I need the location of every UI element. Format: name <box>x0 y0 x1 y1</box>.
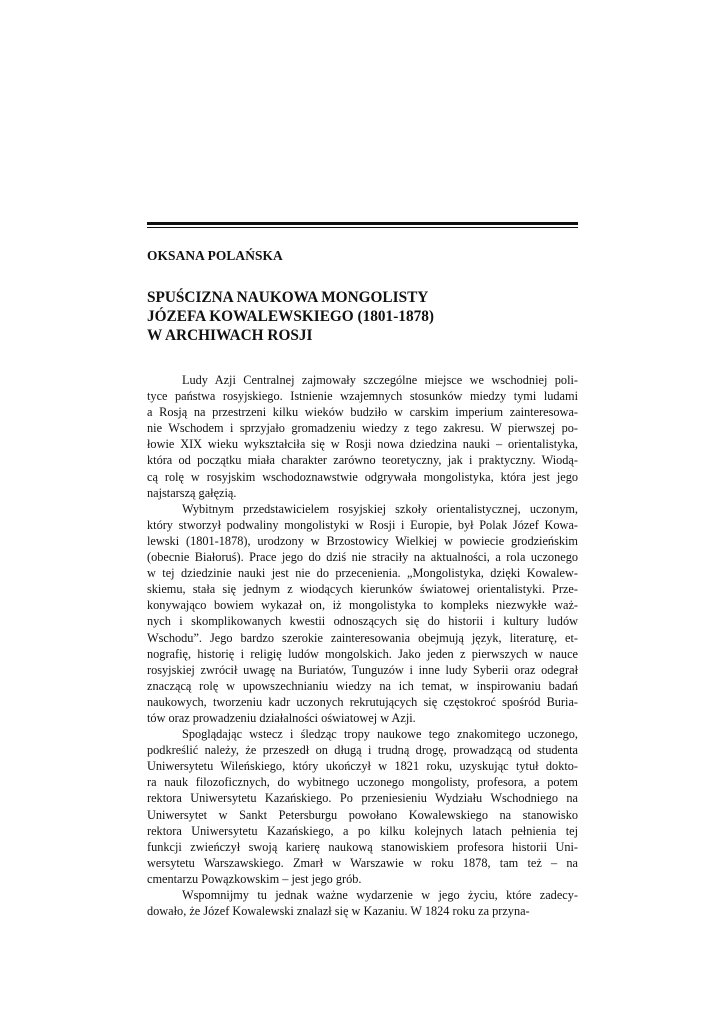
text-line: Uniwersytet w Sankt Petersburgu powołano Kowalewskiego na stanowisko <box>147 807 578 822</box>
text-line: (obecnie Białoruś). Prace jego do dziś nie straciły na aktualności, a rola uczonego <box>147 550 578 565</box>
text-line: nie Wschodem i sprzyjało gromadzeniu wiedzy z tego zakresu. W pierwszej po- <box>147 421 578 436</box>
article-page <box>147 222 578 919</box>
text-line: Wybitnym przedstawicielem rosyjskiej szkoły orientalistycznej, uczonym, <box>182 501 578 516</box>
paragraph <box>147 887 578 919</box>
text-line: Wschodu”. Jego bardzo szerokie zainteresowania obejmują język, literaturę, et- <box>147 630 578 645</box>
text-line: rosyjskiej zwrócił uwagę na Buriatów, Tunguzów i inne ludy Syberii oraz odegrał <box>147 662 578 677</box>
text-line: znaczącą rolę w upowszechnianiu wiedzy na ich temat, w inspirowaniu badań <box>147 678 578 693</box>
article-title-line: W ARCHIWACH ROSJI <box>147 327 313 344</box>
header-rule-thin <box>147 227 578 228</box>
text-line: Uniwersytetu Wileńskiego, który ukończył w 1821 roku, uzyskując tytuł dokto- <box>147 759 578 774</box>
text-line: skiemu, stała się jednym z wiodących kierunków światowej orientalistyki. Prze- <box>147 582 578 597</box>
text-line: w tej dziedzinie nauki jest nie do przecenienia. „Mongolistyka, dzięki Kowalew- <box>147 566 578 581</box>
paragraph <box>147 726 578 887</box>
text-line: nografię, historię i religię ludów mongolskich. Jako jeden z pierwszych w nauce <box>147 646 578 661</box>
text-line: tyce państwa rosyjskiego. Istnienie wzajemnych stosunków miedzy tymi ludami <box>147 389 578 404</box>
text-line: lewski (1801-1878), urodzony w Brzostowicy Wielkiej w powiecie grodzieńskim <box>147 533 578 548</box>
article-title-line: SPUŚCIZNA NAUKOWA MONGOLISTY <box>147 289 429 306</box>
text-line: a Rosją na przestrzeni kilku wieków budziło w carskim imperium zainteresowa- <box>147 405 578 420</box>
text-line: rektora Uniwersytetu Kazańskiego. Po przeniesieniu Wydziału Wschodniego na <box>147 791 578 806</box>
text-line: łowie XIX wieku wykształciła się w Rosji nowa dziedzina nauki – orientalistyka, <box>147 437 578 452</box>
text-line: cmentarzu Powązkowskim – jest jego grób. <box>147 871 362 886</box>
text-line: Spoglądając wstecz i śledząc tropy naukowe tego znakomitego uczonego, <box>182 727 578 742</box>
text-line: wersytetu Warszawskiego. Zmarł w Warszawie w roku 1878, tam też – na <box>147 855 578 870</box>
text-line: podkreślić należy, że przeszedł on długą i trudną drogę, prowadzącą od studenta <box>147 743 578 758</box>
text-line: Ludy Azji Centralnej zajmowały szczególne miejsce we wschodniej poli- <box>182 373 578 387</box>
text-line: konywająco bowiem wykazał on, iż mongolistyka to kompleks niezwykłe waż- <box>147 598 578 613</box>
text-line: który stworzył podwaliny mongolistyki w Rosji i Europie, był Polak Józef Kowa- <box>147 517 578 532</box>
text-line: tów oraz prowadzeniu działalności oświatowej w Azji. <box>147 710 416 725</box>
text-line: nych i skomplikowanych kwestii odnoszących się do historii i kultury ludów <box>147 614 578 629</box>
text-line: dowało, że Józef Kowalewski znalazł się w Kazaniu. W 1824 roku za przyna- <box>147 904 530 919</box>
text-line: która od początku miała charakter zarówno teoretyczny, jak i praktyczny. Wiodą- <box>147 453 578 468</box>
text-line: najstarszą gałęzią. <box>147 485 237 500</box>
header-rules <box>147 222 578 228</box>
text-line: Wspomnijmy tu jednak ważne wydarzenie w jego życiu, które zadecy- <box>182 888 578 902</box>
text-line: naukowych, tworzeniu kadr uczonych rekrutujących się częstokroć spośród Buria- <box>147 694 578 709</box>
text-line: ra nauk filozoficznych, do wybitnego uczonego mongolisty, profesora, a potem <box>147 775 578 790</box>
text-line: funkcji zwieńczył swoją karierę naukową stanowiskiem profesora historii Uni- <box>147 839 578 854</box>
text-line: cą rolę w rosyjskim wschodoznawstwie odgrywała mongolistyka, która jest jego <box>147 469 578 484</box>
article-title-line: JÓZEFA KOWALEWSKIEGO (1801-1878) <box>147 308 434 325</box>
paragraph <box>147 501 578 726</box>
article-body <box>147 372 578 919</box>
text-line: rektora Uniwersytetu Kazańskiego, a po kilku kolejnych latach pełnienia tej <box>147 823 578 838</box>
article-author: OKSANA POLAŃSKA <box>147 248 283 263</box>
article-title <box>147 288 578 345</box>
paragraph <box>147 372 578 501</box>
